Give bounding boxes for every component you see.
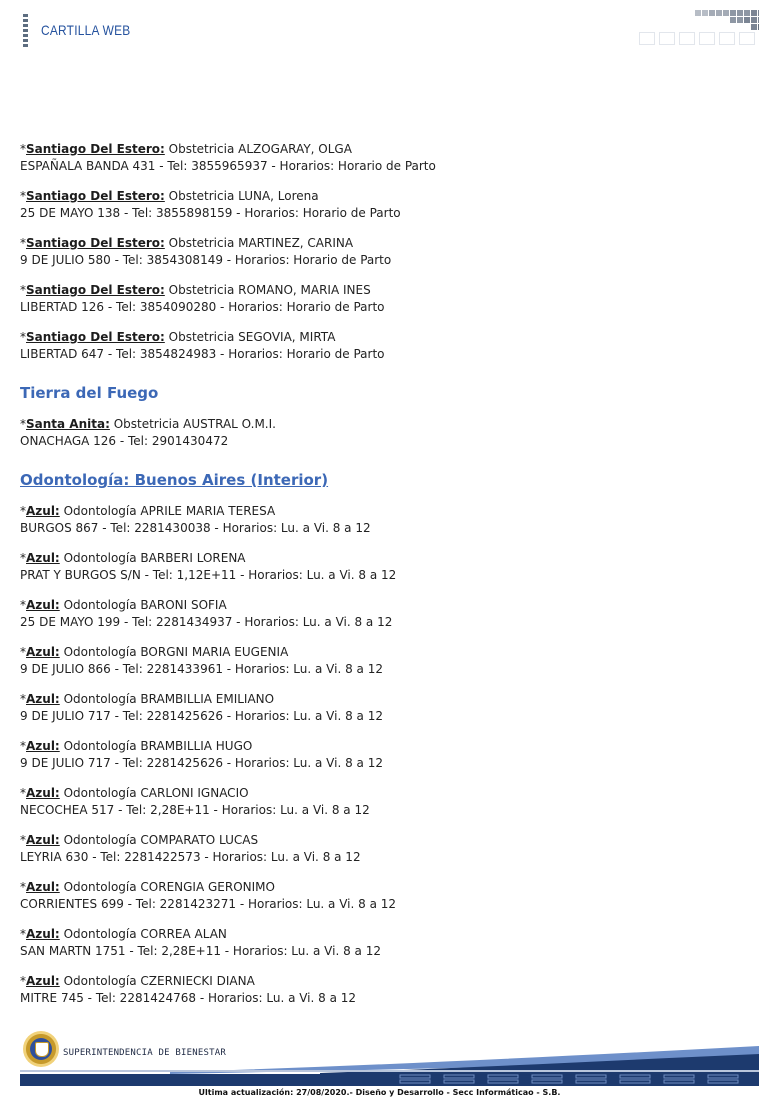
entry-provider-name: Odontología CORENGIA GERONIMO <box>63 880 275 894</box>
entry-provider-name: Obstetricia AUSTRAL O.M.I. <box>113 417 276 431</box>
listing-content <box>20 141 740 1020</box>
entry-address-details: PRAT Y BURGOS S/N - Tel: 1,12E+11 - Horarios: Lu. a Vi. 8 a 12 <box>20 568 397 582</box>
provider-entry: *Azul: Odontología CZERNIECKI DIANA MITRE 745 - Tel: 2281424768 - Horarios: Lu. a Vi. 8 a 12 <box>20 974 357 1005</box>
provider-entry: *Azul: Odontología BORGNI MARIA EUGENIA 9 DE JULIO 866 - Tel: 2281433961 - Horarios: Lu. a Vi. 8 a 12 <box>20 645 383 676</box>
entry-city: Azul: <box>26 880 60 894</box>
entry-provider-name: Odontología CZERNIECKI DIANA <box>63 974 255 988</box>
entry-address-details: SAN MARTN 1751 - Tel: 2,28E+11 - Horarios: Lu. a Vi. 8 a 12 <box>20 944 381 958</box>
entry-provider-name: Obstetricia ALZOGARAY, OLGA <box>168 142 352 156</box>
entry-city: Azul: <box>26 645 60 659</box>
entry-city: Santiago Del Estero: <box>26 330 165 344</box>
provider-entry: *Santiago Del Estero: Obstetricia ALZOGARAY, OLGA ESPAÑALA BANDA 431 - Tel: 3855965937 - Horarios: Horario de Parto <box>20 142 436 173</box>
header-decorative-grid <box>637 10 759 48</box>
provider-entry: *Azul: Odontología APRILE MARIA TERESA BURGOS 867 - Tel: 2281430038 - Horarios: Lu. a Vi. 8 a 12 <box>20 504 371 535</box>
provider-entry: *Azul: Odontología BARBERI LORENA PRAT Y BURGOS S/N - Tel: 1,12E+11 - Horarios: Lu. a Vi. 8 a 12 <box>20 551 397 582</box>
section-title: Odontología: Buenos Aires (Interior) <box>20 471 329 489</box>
entry-address-details: 9 DE JULIO 866 - Tel: 2281433961 - Horarios: Lu. a Vi. 8 a 12 <box>20 662 383 676</box>
provider-entry: *Azul: Odontología CORREA ALAN SAN MARTN 1751 - Tel: 2,28E+11 - Horarios: Lu. a Vi. 8 a 12 <box>20 927 381 958</box>
provider-entry: *Santiago Del Estero: Obstetricia MARTINEZ, CARINA 9 DE JULIO 580 - Tel: 3854308149 - Horarios: Horario de Parto <box>20 236 392 267</box>
entry-address-details: 25 DE MAYO 199 - Tel: 2281434937 - Horarios: Lu. a Vi. 8 a 12 <box>20 615 393 629</box>
entry-address-details: LIBERTAD 647 - Tel: 3854824983 - Horarios: Horario de Parto <box>20 347 385 361</box>
provider-entry: *Santa Anita: Obstetricia AUSTRAL O.M.I. ONACHAGA 126 - Tel: 2901430472 <box>20 417 276 448</box>
header-title: CARTILLA WEB <box>41 22 131 38</box>
entry-city: Santiago Del Estero: <box>26 189 165 203</box>
entry-city: Azul: <box>26 786 60 800</box>
provider-entry: *Santiago Del Estero: Obstetricia LUNA, Lorena 25 DE MAYO 138 - Tel: 3855898159 - Horarios: Horario de Parto <box>20 189 401 220</box>
entry-address-details: CORRIENTES 699 - Tel: 2281423271 - Horarios: Lu. a Vi. 8 a 12 <box>20 897 397 911</box>
entry-city: Azul: <box>26 551 60 565</box>
entry-city: Azul: <box>26 927 60 941</box>
section-title: Tierra del Fuego <box>20 384 159 402</box>
provider-entry: *Azul: Odontología CARLONI IGNACIO NECOCHEA 517 - Tel: 2,28E+11 - Horarios: Lu. a Vi. 8 a 12 <box>20 786 370 817</box>
entry-provider-name: Odontología BARBERI LORENA <box>63 551 246 565</box>
entry-provider-name: Odontología BRAMBILLIA EMILIANO <box>63 692 275 706</box>
page-footer <box>0 1028 759 1101</box>
entry-city: Santiago Del Estero: <box>26 283 165 297</box>
entry-address-details: BURGOS 867 - Tel: 2281430038 - Horarios: Lu. a Vi. 8 a 12 <box>20 521 371 535</box>
entry-address-details: 9 DE JULIO 717 - Tel: 2281425626 - Horarios: Lu. a Vi. 8 a 12 <box>20 756 383 770</box>
entry-provider-name: Odontología BORGNI MARIA EUGENIA <box>63 645 289 659</box>
entry-city: Azul: <box>26 598 60 612</box>
entry-city: Azul: <box>26 504 60 518</box>
provider-entry: *Santiago Del Estero: Obstetricia SEGOVIA, MIRTA LIBERTAD 647 - Tel: 3854824983 - Horarios: Horario de Parto <box>20 330 385 361</box>
provider-entry: *Azul: Odontología BRAMBILLIA HUGO 9 DE JULIO 717 - Tel: 2281425626 - Horarios: Lu. a Vi. 8 a 12 <box>20 739 383 770</box>
entry-provider-name: Odontología CARLONI IGNACIO <box>63 786 249 800</box>
entry-address-details: NECOCHEA 517 - Tel: 2,28E+11 - Horarios: Lu. a Vi. 8 a 12 <box>20 803 370 817</box>
entry-provider-name: Odontología CORREA ALAN <box>63 927 227 941</box>
entry-city: Azul: <box>26 739 60 753</box>
footer-last-update: Ultima actualización: 27/08/2020.- Diseño y Desarrollo - Secc Informáticao - S.B. <box>198 1088 561 1097</box>
footer-band-graphic <box>20 1036 759 1086</box>
entry-provider-name: Obstetricia MARTINEZ, CARINA <box>168 236 354 250</box>
entry-address-details: MITRE 745 - Tel: 2281424768 - Horarios: Lu. a Vi. 8 a 12 <box>20 991 357 1005</box>
entry-provider-name: Odontología APRILE MARIA TERESA <box>63 504 276 518</box>
entry-city: Santiago Del Estero: <box>26 236 165 250</box>
entry-provider-name: Obstetricia ROMANO, MARIA INES <box>168 283 371 297</box>
provider-entry: *Santiago Del Estero: Obstetricia ROMANO, MARIA INES LIBERTAD 126 - Tel: 3854090280 - Horarios: Horario de Parto <box>20 283 385 314</box>
provider-entry: *Azul: Odontología BARONI SOFIA 25 DE MAYO 199 - Tel: 2281434937 - Horarios: Lu. a Vi. 8 a 12 <box>20 598 393 629</box>
entry-provider-name: Obstetricia LUNA, Lorena <box>168 189 319 203</box>
seal-shield-icon <box>35 1042 49 1057</box>
entry-city: Santiago Del Estero: <box>26 142 165 156</box>
entry-provider-name: Odontología COMPARATO LUCAS <box>63 833 259 847</box>
entry-address-details: ESPAÑALA BANDA 431 - Tel: 3855965937 - Horarios: Horario de Parto <box>20 159 436 173</box>
entry-provider-name: Odontología BARONI SOFIA <box>63 598 227 612</box>
entry-city: Azul: <box>26 833 60 847</box>
entry-address-details: ONACHAGA 126 - Tel: 2901430472 <box>20 434 229 448</box>
entry-address-details: 9 DE JULIO 717 - Tel: 2281425626 - Horarios: Lu. a Vi. 8 a 12 <box>20 709 383 723</box>
entry-city: Azul: <box>26 974 60 988</box>
provider-entry: *Azul: Odontología CORENGIA GERONIMO CORRIENTES 699 - Tel: 2281423271 - Horarios: Lu. a Vi. 8 a 12 <box>20 880 397 911</box>
entry-address-details: 9 DE JULIO 580 - Tel: 3854308149 - Horarios: Horario de Parto <box>20 253 392 267</box>
header-accent-bar <box>23 14 28 48</box>
provider-entry: *Azul: Odontología BRAMBILLIA EMILIANO 9 DE JULIO 717 - Tel: 2281425626 - Horarios: Lu. a Vi. 8 a 12 <box>20 692 383 723</box>
entry-address-details: LIBERTAD 126 - Tel: 3854090280 - Horarios: Horario de Parto <box>20 300 385 314</box>
entry-address-details: 25 DE MAYO 138 - Tel: 3855898159 - Horarios: Horario de Parto <box>20 206 401 220</box>
footer-organization-name: SUPERINTENDENCIA DE BIENESTAR <box>63 1048 226 1058</box>
page-header <box>0 0 759 60</box>
entry-provider-name: Odontología BRAMBILLIA HUGO <box>63 739 253 753</box>
entry-city: Azul: <box>26 692 60 706</box>
entry-address-details: LEYRIA 630 - Tel: 2281422573 - Horarios: Lu. a Vi. 8 a 12 <box>20 850 361 864</box>
organization-seal-logo <box>23 1031 59 1067</box>
provider-entry: *Azul: Odontología COMPARATO LUCAS LEYRIA 630 - Tel: 2281422573 - Horarios: Lu. a Vi. 8 a 12 <box>20 833 361 864</box>
entry-city: Santa Anita: <box>26 417 110 431</box>
entry-provider-name: Obstetricia SEGOVIA, MIRTA <box>168 330 336 344</box>
